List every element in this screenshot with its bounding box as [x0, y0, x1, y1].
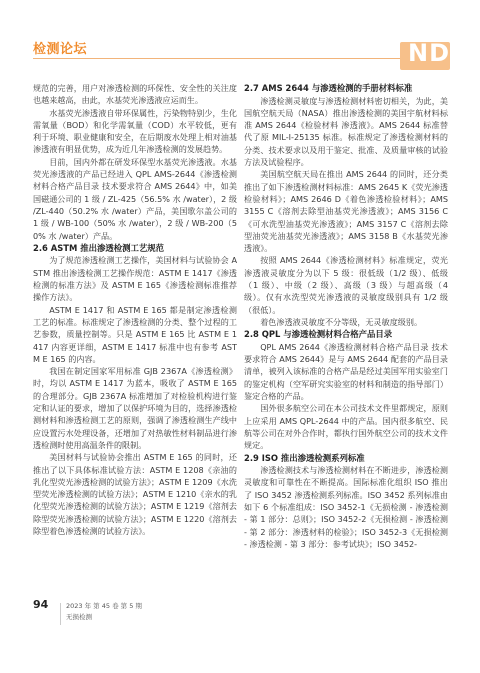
header-divider	[33, 58, 403, 59]
footer-divider	[60, 603, 61, 625]
paragraph: 美国航空航天局在推出 AMS 2644 的同时，还分类推出了如下渗透检测材料标准：AMS 2645 K《荧光渗透检验材料》；AMS 2646 D《着色渗透检验材料》；AMS 3155 C《溶剂去除型油基荧光渗透液》；AMS 3156 C《可水洗型油基荧光渗透液》；AMS 3157 C《溶剂去除型油荧光油基荧光渗透液》；AMS 3158 B《水基荧光渗透液》。	[244, 169, 448, 254]
paragraph: 目前，国内外都在研发环保型水基荧光渗透液。水基荧光渗透液的产品已经进入 QPL AMS-2644《渗透检测材料合格产品目录 技术要求符合 AMS 2644》中，如美国磁通公司的 1 级 / ZL-425（56.5% 水 /water），2 级 /ZL-440（50.2% 水 /water）产品，美国歌尔盖公司的 1 级 / WB-100（50% 水 /water），2 级 / WB-200（50% 水 /water）产品。	[33, 156, 237, 241]
right-column	[244, 82, 448, 550]
paragraph: 水基荧光渗透液自带环保属性，污染物特别少，生化需氧量（BOD）和化学需氧量（COD）水平较低，更有利于环境、职业健康和安全，在后期废水处理上相对油基渗透液有明显优势，成为近几年渗透检测的发展趋势。	[33, 107, 237, 155]
section-heading: 2.9 ISO 推出渗透检测系列标准	[244, 452, 365, 463]
paragraph: 渗透检测灵敏度与渗透检测材料密切相关，为此，美国航空航天局（NASA）推出渗透检测的美国宇航材料标准 AMS 2644《检验材料 渗透液》。AMS 2644 标准替代了原 MIL-I-25135 标准。标准规定了渗透检测材料的分类、技术要求以及用于鉴定、批准、及质量审核的试验方法及试验程序。	[244, 95, 448, 168]
paragraph: ASTM E 1417 和 ASTM E 165 都是制定渗透检测工艺的标准。标准规定了渗透检测的分类、整个过程的工艺参数，质量控制等。只是 ASTM E 165 比 ASTM E 1417 内容更详细，ASTM E 1417 标准中也有参考 ASTM E 165 的内容。	[33, 304, 237, 364]
paragraph: 我国在制定国家军用标准 GJB 2367A《渗透检测》时，均以 ASTM E 1417 为蓝本，吸收了 ASTM E 165 的合理部分。GJB 2367A 标准增加了对检验机构进行鉴定和认证的要求，增加了以保护环境为目的，选择渗透检测材料和渗透检测工艺的原则，强调了渗透检测生产线中应设置污水处理设备，还增加了对热敏性材料制品进行渗透检测时使用高温条件的限制。	[33, 366, 237, 450]
paragraph: QPL AMS 2644《渗透检测材料合格产品目录 技术要求符合 AMS 2644》是与 AMS 2644 配套的产品目录清单，被列入该标准的合格产品是经过美国军用实验室门的鉴定机构（空军研究实验室的材料和制造的指导部门）鉴定合格的产品。	[244, 341, 448, 402]
magazine-name: 无损检测	[66, 613, 92, 621]
section-title: 检测论坛	[33, 42, 88, 57]
paragraph: 按照 AMS 2644《渗透检测材料》标准规定，荧光渗透液灵敏度分为以下 5 级：很低级（1/2 级）、低级（1 级）、中级（2 级）、高级（3 级）与超高级（4 级）。仅有水洗型荧光渗透液的灵敏度级别具有 1/2 级（很低）。	[244, 255, 448, 315]
paragraph: 规范的完善，用户对渗透检测的环保性、安全性的关注度也越来越高，由此，水基荧光渗透液应运而生。	[33, 83, 237, 106]
paragraph: 国外很多航空公司在本公司技术文件里都规定，原则上应采用 AMS QPL-2644 中的产品。国内很多航空、民航等公司在对外合作时，都执行国外航空公司的技术文件规定。	[244, 403, 448, 451]
issue-info: 2023 年 第 45 卷 第 5 期	[66, 602, 142, 610]
section-heading: 2.8 QPL 与渗透检测材料合格产品目录	[244, 329, 393, 340]
page-number: 94	[33, 598, 49, 611]
ndt-logo: NDT	[408, 39, 468, 67]
section-heading: 2.6 ASTM 推出渗透检测工艺规范	[33, 242, 164, 253]
section-heading: 2.7 AMS 2644 与渗透检测的手册材料标准	[244, 83, 413, 93]
paragraph: 为了规范渗透检测工艺操作，美国材料与试验协会 ASTM 推出渗透检测工艺操作规范：ASTM E 1417《渗透检测的标准方法》及 ASTM E 165《渗透检测标准推荐操作方法》。	[33, 255, 237, 303]
paragraph: 渗透检测技术与渗透检测材料在不断进步，渗透检测灵敏度和可靠性在不断提高。国际标准化组织 ISO 推出了 ISO 3452 渗透检测系列标准。ISO 3452 系列标准由如下 6 个标准组成：ISO 3452-1《无损检测 - 渗透检测 - 第 1 部分：总则》；ISO 3452-2《无损检测 - 渗透检测 - 第 2 部分：渗透材料的检验》；ISO 3452-3《无损检测 - 渗透检测 - 第 3 部分：参考试块》；ISO 3452-	[244, 465, 448, 549]
left-column	[33, 82, 237, 537]
paragraph: 着色渗透液灵敏度不分等级，无灵敏度级别。	[260, 316, 423, 327]
paragraph: 美国材料与试验协会推出 ASTM E 165 的同时，还推出了以下具体标准试验方法：ASTM E 1208《亲油的乳化型荧光渗透检测的试验方法》；ASTM E 1209《水洗型荧光渗透检测的试验方法》；ASTM E 1210《亲水的乳化型荧光渗透检测的试验方法》；ASTM E 1219《溶剂去除型荧光渗透检测的试验方法》；ASTM E 1220《溶剂去除型着色渗透检测的试验方法》。	[33, 452, 237, 536]
page-header	[0, 0, 480, 80]
